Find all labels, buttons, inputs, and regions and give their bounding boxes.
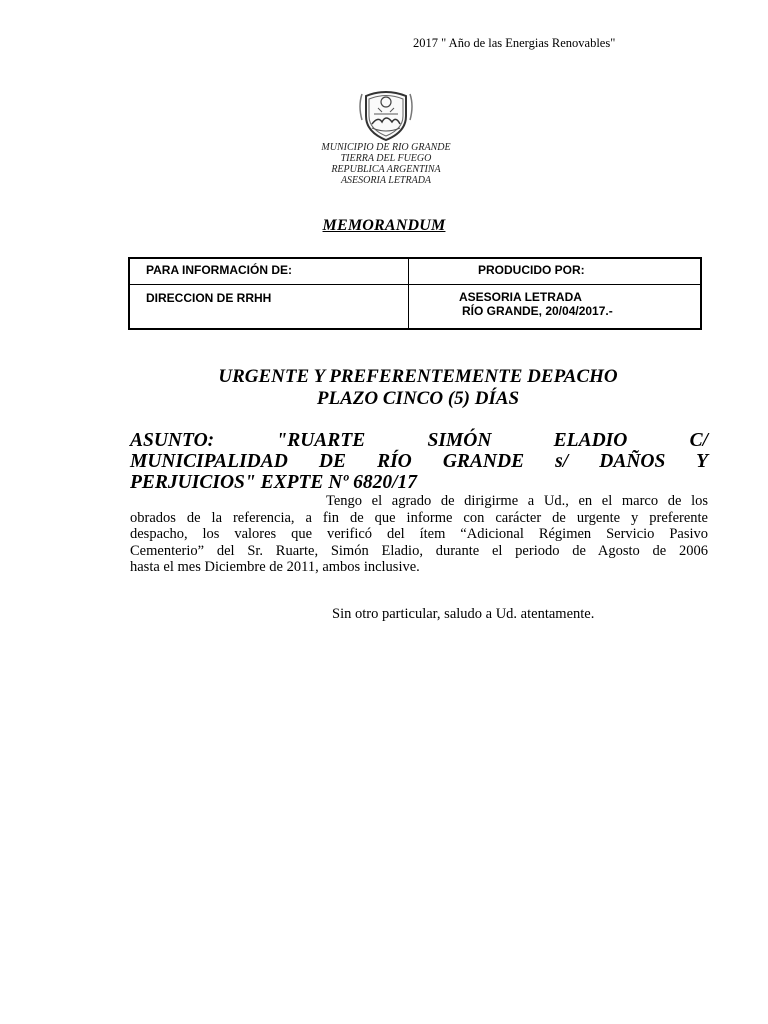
- body-line: despacho, los valores que verificó del ítem “Adicional Régimen Servicio Pasivo: [130, 526, 708, 542]
- table-divider-vertical: [408, 259, 409, 328]
- header-motto: 2017 " Año de las Energias Renovables": [413, 36, 616, 50]
- subject-line: MUNICIPALIDAD DE RÍO GRANDE s/ DAÑOS Y: [130, 451, 708, 472]
- producer-value-line2: RÍO GRANDE, 20/04/2017.-: [462, 304, 613, 318]
- subject-line: PERJUICIOS" EXPTE Nº 6820/17: [130, 472, 418, 493]
- logo-line: MUNICIPIO DE RIO GRANDE: [321, 142, 451, 153]
- producer-header: PRODUCIDO POR:: [478, 263, 585, 277]
- logo-line: ASESORIA LETRADA: [340, 175, 432, 186]
- recipient-value: DIRECCION DE RRHH: [146, 291, 272, 305]
- recipient-header: PARA INFORMACIÓN DE:: [146, 263, 292, 277]
- body-paragraph: [130, 493, 708, 576]
- body-line: hasta el mes Diciembre de 2011, ambos inclusive.: [130, 559, 420, 575]
- municipality-logo: [280, 83, 480, 193]
- subject: [130, 430, 708, 493]
- subject-line: ASUNTO: "RUARTE SIMÓN ELADIO C/: [130, 430, 708, 451]
- logo-line: REPUBLICA ARGENTINA: [331, 164, 441, 175]
- producer-value-line1: ASESORIA LETRADA: [459, 290, 582, 304]
- logo-text: [280, 142, 492, 186]
- body-line: obrados de la referencia, a fin de que informe con carácter de urgente y preferente: [130, 509, 708, 526]
- body-line: Tengo el agrado de dirigirme a Ud., en el marco de los: [326, 493, 708, 509]
- body-line: Cementerio” del Sr. Ruarte, Simón Eladio, durante el periodo de Agosto de 2006: [130, 542, 708, 559]
- memo-title: MEMORANDUM: [322, 217, 446, 234]
- memo-info-table: [128, 257, 702, 330]
- coat-of-arms-icon: [358, 86, 414, 142]
- urgency-line-1: URGENTE Y PREFERENTEMENTE DEPACHO: [218, 366, 618, 387]
- logo-line: TIERRA DEL FUEGO: [340, 153, 432, 164]
- urgency-line-2: PLAZO CINCO (5) DÍAS: [316, 388, 520, 409]
- table-divider-horizontal: [130, 284, 700, 285]
- closing-salutation: Sin otro particular, saludo a Ud. atentamente.: [332, 606, 595, 622]
